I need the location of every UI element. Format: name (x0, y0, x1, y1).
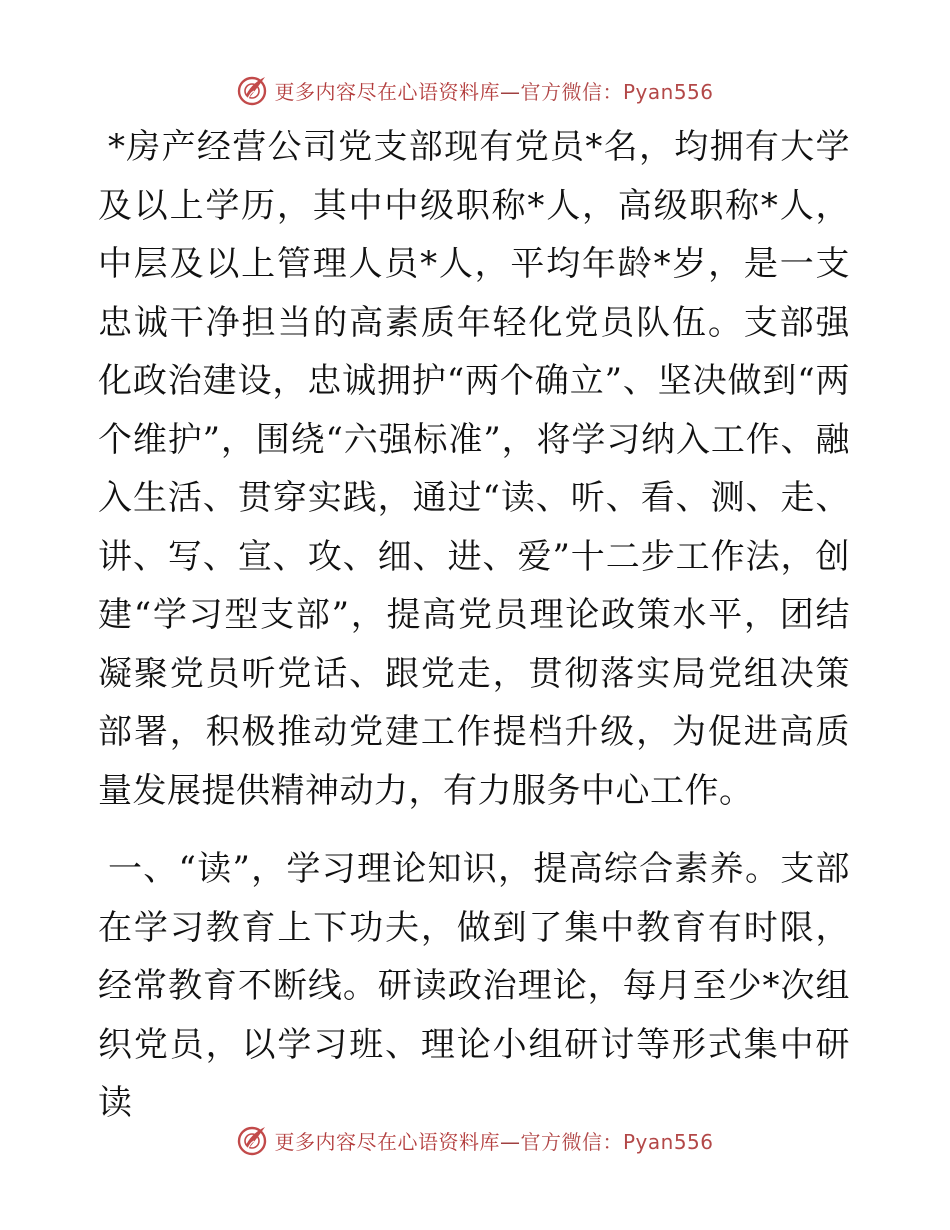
paragraph-section-one: 一、“读”，学习理论知识，提高综合素养。支部在学习教育上下功夫，做到了集中教育有时限，经常教育不断线。研读政治理论，每月至少*次组织党员，以学习班、理论小组研讨等形式集中研读 (98, 849, 850, 1123)
footer-watermark-main: 更多内容尽在心语资料库 (274, 1129, 500, 1154)
header-watermark-official: 官方微信： (520, 79, 623, 104)
brush-logo-icon (236, 73, 270, 107)
header-watermark-account: Pyan556 (622, 79, 714, 104)
header-watermark-banner (0, 70, 950, 110)
footer-watermark-separator: — (499, 1129, 521, 1154)
footer-watermark-account: Pyan556 (622, 1129, 714, 1154)
footer-watermark-text (274, 1126, 713, 1155)
brush-logo-icon (236, 1123, 270, 1157)
header-watermark-text (274, 76, 713, 105)
document-body (98, 118, 850, 1133)
header-watermark-main: 更多内容尽在心语资料库 (274, 79, 500, 104)
paragraph-intro: *房产经营公司党支部现有党员*名，均拥有大学及以上学历，其中中级职称*人，高级职称*人，中层及以上管理人员*人，平均年龄*岁，是一支忠诚干净担当的高素质年轻化党员队伍。支部强化政治建设，忠诚拥护“两个确立”、坚决做到“两个维护”，围绕“六强标准”，将学习纳入工作、融入生活、贯穿实践，通过“读、听、看、测、走、讲、写、宣、攻、细、进、爱”十二步工作法，创建“学习型支部”，提高党员理论政策水平，团结凝聚党员听党话、跟党走，贯彻落实局党组决策部署，积极推动党建工作提档升级，为促进高质量发展提供精神动力，有力服务中心工作。 (98, 127, 850, 811)
footer-watermark-official: 官方微信： (520, 1129, 623, 1154)
header-watermark-separator: — (499, 79, 521, 104)
footer-watermark-banner (0, 1120, 950, 1160)
